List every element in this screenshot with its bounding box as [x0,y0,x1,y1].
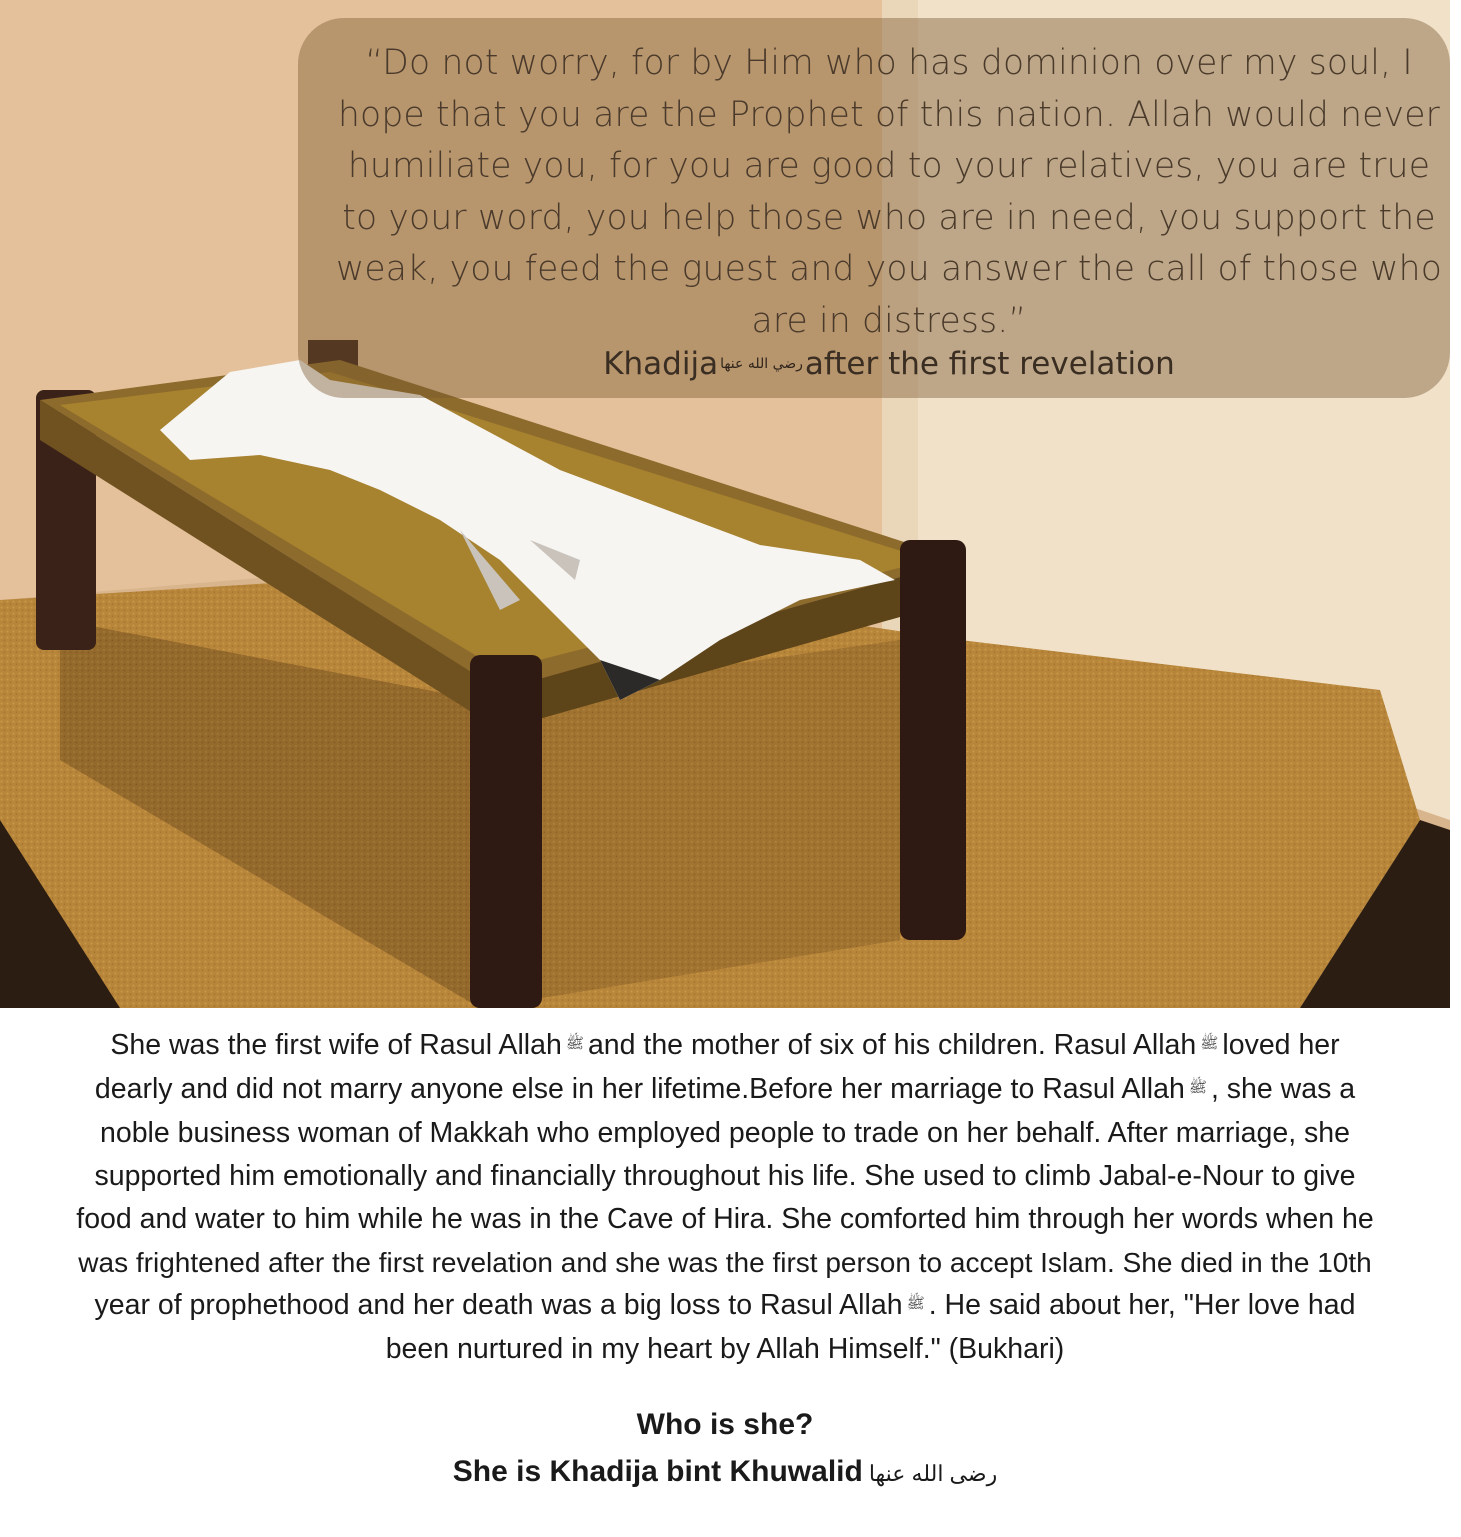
salawat-icon: ﷺ [565,1034,584,1052]
attribution-rest: after the first revelation [804,346,1175,382]
body-line [0,1024,1450,1068]
body-text-segment: . He said about her, "Her love had [928,1288,1356,1321]
question-heading: Who is she? [636,1408,814,1441]
attribution-name: Khadija [603,346,719,382]
body-text-segment: year of prophethood and her death was a big loss to Rasul Allah [94,1288,903,1321]
answer-heading [0,1449,1450,1497]
bed-leg-front [470,655,542,1008]
bed-leg-right [900,540,966,940]
body-line [0,1284,1450,1328]
honorific-symbol: رضى الله عنها [868,1461,998,1486]
salawat-icon: ﷺ [906,1294,925,1312]
quote-line: weak, you feed the guest and you answer the call of those who [335,249,1443,290]
quote-text [330,38,1448,348]
body-text-segment: , she was a [1210,1072,1356,1105]
body-line: was frightened after the first revelation and she was the first person to accept Islam. She died in the 10th [78,1246,1372,1278]
body-text-segment: loved her [1222,1029,1340,1061]
body-paragraph [0,1024,1450,1371]
quote-line: humiliate you, for you are good to your relatives, you are true [347,146,1431,187]
salawat-icon: ﷺ [1188,1078,1207,1096]
body-line: food and water to him while he was in the Cave of Hira. She comforted him through her words when he [76,1202,1374,1235]
body-text-segment: She was the first wife of Rasul Allah [110,1029,562,1061]
quote-attribution [330,342,1448,388]
salawat-icon: ﷺ [1200,1034,1219,1052]
answer-text: She is Khadija bint Khuwalid [452,1455,863,1488]
body-line [0,1068,1450,1112]
body-text-segment: dearly and did not marry anyone else in her lifetime.Before her marriage to Rasul Allah [94,1072,1185,1105]
quote-line: to your word, you help those who are in need, you support the [342,197,1436,238]
body-line: noble business woman of Makkah who employed people to trade on her behalf. After marriage, she [100,1116,1350,1149]
body-line: been nurtured in my heart by Allah Himself." (Bukhari) [385,1332,1065,1365]
quote-line: are in distress.” [751,300,1027,341]
body-line: supported him emotionally and financially throughout his life. She used to climb Jabal-e-Nour to give [94,1159,1356,1192]
honorific-symbol: رضي الله عنها [720,355,803,372]
quote-line: hope that you are the Prophet of this nation. Allah would never [337,94,1441,135]
quote-line: “Do not worry, for by Him who has dominion over my soul, I [365,43,1413,83]
body-text-segment: and the mother of six of his children. Rasul Allah [587,1029,1197,1061]
